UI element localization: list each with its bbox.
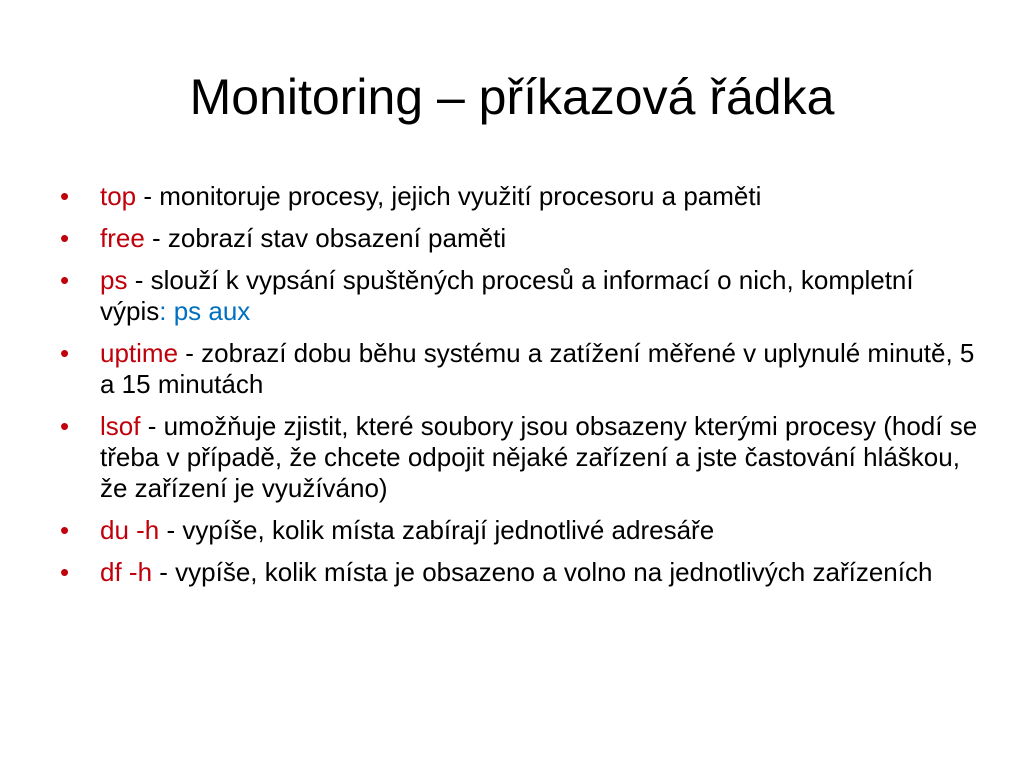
command-uptime: uptime bbox=[100, 338, 179, 368]
inline-command-prefix: : bbox=[159, 296, 167, 326]
bullet-item-lsof bbox=[60, 411, 980, 504]
bullet-icon: • bbox=[60, 557, 70, 587]
description-uptime: - zobrazí dobu běhu systému a zatížení měřené v uplynulé minutě, 5 a 15 minutách bbox=[100, 338, 975, 399]
bullet-item-ps bbox=[60, 265, 980, 327]
bullet-icon: • bbox=[60, 515, 70, 545]
command-lsof: lsof bbox=[100, 411, 141, 441]
bullet-icon: • bbox=[60, 181, 70, 211]
inline-command-ps-aux: ps aux bbox=[166, 296, 251, 326]
bullet-item-df bbox=[60, 557, 980, 588]
bullet-item-free bbox=[60, 223, 980, 254]
command-free: free bbox=[100, 223, 145, 253]
command-du: du -h bbox=[100, 515, 160, 545]
bullet-icon: • bbox=[60, 411, 70, 441]
description-du: - vypíše, kolik místa zabírají jednotlivé adresáře bbox=[159, 515, 715, 545]
bullet-item-du bbox=[60, 515, 980, 546]
bullet-icon: • bbox=[60, 223, 70, 253]
description-ps: - slouží k vypsání spuštěných procesů a informací o nich, kompletní výpis bbox=[100, 265, 914, 326]
command-top: top bbox=[100, 181, 137, 211]
description-free: - zobrazí stav obsazení paměti bbox=[144, 223, 507, 253]
bullet-icon: • bbox=[60, 338, 70, 368]
slide-title: Monitoring – příkazová řádka bbox=[189, 69, 835, 125]
command-df: df -h bbox=[100, 557, 153, 587]
description-top: - monitoruje procesy, jejich využití procesoru a paměti bbox=[136, 181, 762, 211]
bullet-list bbox=[60, 181, 980, 599]
bullet-icon: • bbox=[60, 265, 70, 295]
bullet-item-top bbox=[60, 181, 980, 212]
description-lsof: - umožňuje zjistit, které soubory jsou obsazeny kterými procesy (hodí se třeba v případě, že chcete odpojit nějaké zařízení a jste častování hláškou, že zařízení je využíváno) bbox=[100, 411, 978, 503]
command-ps: ps bbox=[100, 265, 128, 295]
bullet-item-uptime bbox=[60, 338, 980, 400]
description-df: - vypíše, kolik místa je obsazeno a volno na jednotlivých zařízeních bbox=[152, 557, 933, 587]
